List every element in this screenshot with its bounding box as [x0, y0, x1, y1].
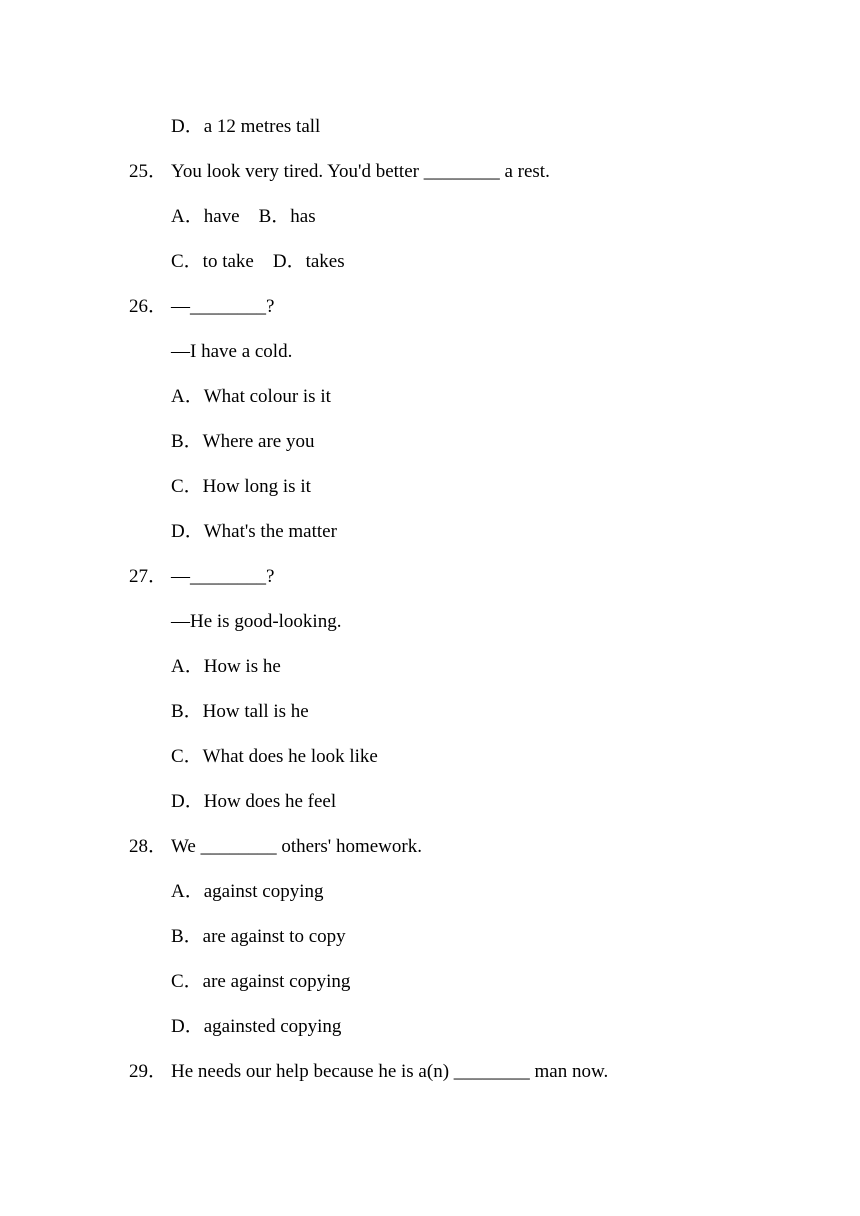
question-text: You look very tired. You'd better ________ a rest. — [171, 161, 550, 182]
q28-option-c: C．are against copying — [171, 971, 351, 992]
q24-option-d: D．a 12 metres tall — [171, 116, 321, 137]
question-text: We ________ others' homework. — [171, 836, 422, 857]
q27-option-d: D．How does he feel — [171, 791, 337, 812]
question-25 — [129, 160, 550, 184]
question-number: 27． — [129, 566, 168, 587]
q26-option-a: A．What colour is it — [171, 386, 331, 407]
question-29 — [129, 1060, 608, 1084]
q25-options-cd: C．to take D．takes — [171, 251, 345, 272]
question-number: 29． — [129, 1061, 168, 1082]
q27-option-c: C．What does he look like — [171, 746, 378, 767]
question-number: 25． — [129, 161, 168, 182]
question-number: 26． — [129, 296, 168, 317]
q26-option-d: D．What's the matter — [171, 521, 337, 542]
q25-options-ab: A．have B．has — [171, 206, 316, 227]
q28-option-b: B．are against to copy — [171, 926, 346, 947]
question-text: —________? — [171, 296, 275, 317]
q28-option-a: A．against copying — [171, 881, 324, 902]
question-text: —________? — [171, 566, 275, 587]
q28-option-d: D．againsted copying — [171, 1016, 342, 1037]
q26-option-b: B．Where are you — [171, 431, 315, 452]
q26-option-c: C．How long is it — [171, 476, 311, 497]
q27-option-b: B．How tall is he — [171, 701, 309, 722]
question-26 — [129, 295, 274, 319]
q27-option-a: A．How is he — [171, 656, 281, 677]
question-number: 28． — [129, 836, 168, 857]
q27-response: —He is good-looking. — [171, 611, 342, 632]
question-27 — [129, 565, 274, 589]
question-text: He needs our help because he is a(n) ________ man now. — [171, 1061, 609, 1082]
question-28 — [129, 835, 422, 859]
q26-response: —I have a cold. — [171, 341, 293, 362]
